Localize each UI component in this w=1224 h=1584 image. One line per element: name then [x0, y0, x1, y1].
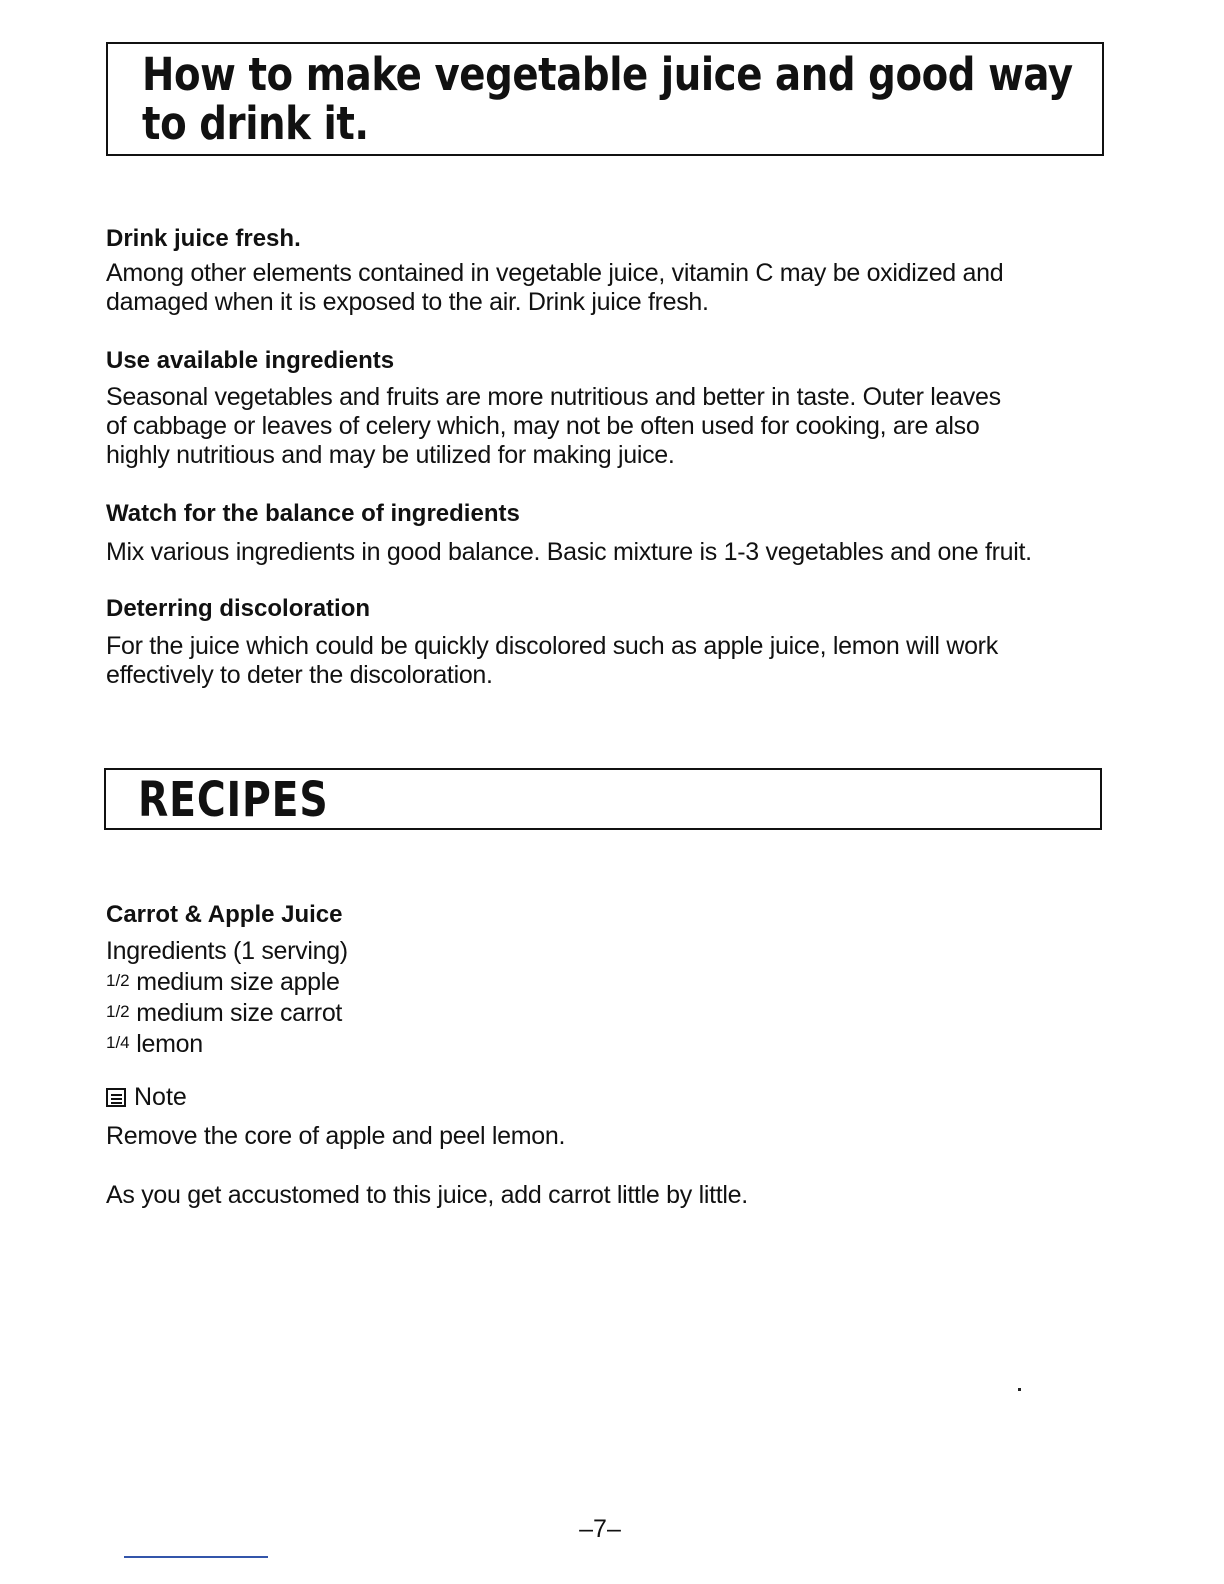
tip-heading-balance: Watch for the balance of ingredients: [106, 500, 520, 527]
recipe-tip: As you get accustomed to this juice, add carrot little by little.: [106, 1181, 748, 1209]
recipe-ingredients: [106, 937, 348, 1059]
note-row: [106, 1082, 187, 1112]
note-label: Note: [134, 1083, 187, 1111]
tip-text-line: Mix various ingredients in good balance. Basic mixture is 1-3 vegetables and one fruit.: [106, 538, 1032, 566]
page-title-line-2: to drink it.: [142, 97, 369, 150]
tip-text-discoloration: [106, 632, 998, 690]
ingredient-item: [106, 1028, 348, 1059]
tip-text-line: of cabbage or leaves of celery which, may not be often used for cooking, are also: [106, 412, 980, 440]
tip-text-line: highly nutritious and may be utilized for making juice.: [106, 441, 675, 469]
note-icon: [106, 1088, 126, 1107]
tip-text-line: effectively to deter the discoloration.: [106, 661, 493, 689]
note-text: Remove the core of apple and peel lemon.: [106, 1122, 566, 1150]
scan-speck: [1018, 1388, 1021, 1391]
ingredient-item: [106, 997, 348, 1028]
tip-text-line: For the juice which could be quickly discolored such as apple juice, lemon will work: [106, 632, 998, 660]
tip-text-line: Among other elements contained in vegetable juice, vitamin C may be oxidized and: [106, 259, 1004, 287]
recipe-name: Carrot & Apple Juice: [106, 901, 343, 928]
title-box: [106, 42, 1104, 156]
ingredient-amount: 1/2: [106, 1002, 130, 1021]
tip-text-balance: [106, 538, 1032, 567]
footer-rule: [124, 1556, 268, 1558]
page-title: [142, 50, 1079, 148]
ingredient-name: lemon: [136, 1030, 203, 1058]
tip-heading-discoloration: Deterring discoloration: [106, 595, 371, 622]
page-number: –7–: [579, 1515, 621, 1543]
tip-text-line: Seasonal vegetables and fruits are more nutritious and better in taste. Outer leaves: [106, 383, 1001, 411]
tip-heading-drink-fresh: Drink juice fresh.: [106, 225, 301, 252]
tip-text-line: damaged when it is exposed to the air. Drink juice fresh.: [106, 288, 709, 316]
tip-heading-available-ingredients: Use available ingredients: [106, 347, 395, 374]
page-title-line-1: How to make vegetable juice and good way: [142, 48, 1073, 101]
ingredient-item: [106, 966, 348, 997]
tip-text-available-ingredients: [106, 383, 1001, 470]
recipes-title: RECIPES: [138, 772, 329, 828]
ingredient-amount: 1/4: [106, 1033, 130, 1052]
ingredient-amount: 1/2: [106, 971, 130, 990]
ingredient-name: medium size apple: [136, 968, 340, 996]
ingredient-name: medium size carrot: [136, 999, 343, 1027]
recipes-box: [104, 768, 1102, 830]
ingredients-label: Ingredients (1 serving): [106, 937, 348, 965]
tip-text-drink-fresh: [106, 259, 1003, 317]
